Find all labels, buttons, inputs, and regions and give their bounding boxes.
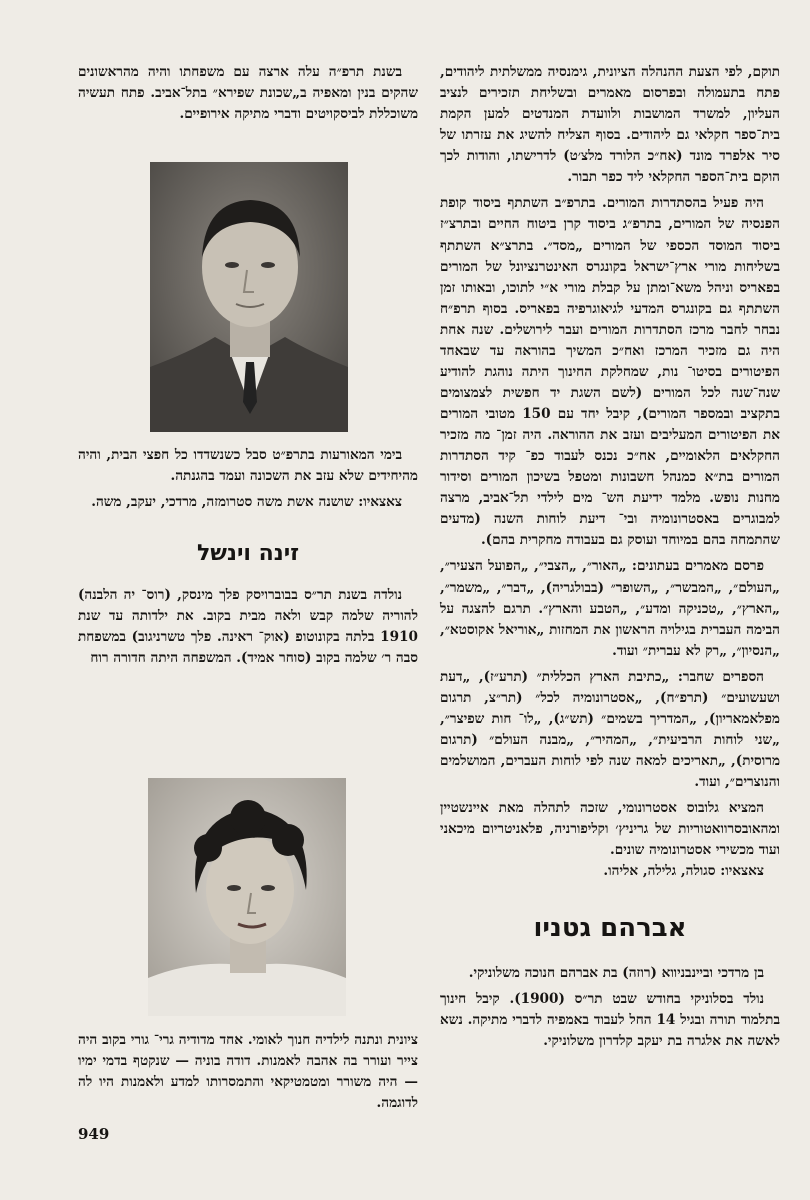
left-column-top — [78, 62, 418, 125]
left-paragraph-after-photo: בימי המאורעות בתרפ״ט סבל כשנשדדו כל חפצי הבית, והיה מהיחידים שלא עזב את השכונה ועמד בהגנתה. — [78, 447, 418, 485]
right-children-line — [440, 861, 780, 882]
portrait-woman-photo — [148, 778, 346, 1016]
bio-zina-paragraph: נולדה בשנת תר״ס בבוברויסק פלך מינסק, (רוס־ יה הלבנה) להוריה שלמה קבש ולאה מבית בקוב. את ילדותה עד שנת 1910 בלתה בקונוטופ (אוק־ ראינה. פלך טשרניגוב) במשפחת סבה ר׳ שלמה בקוב (סוחר אמיד). המשפחה היתה חדורה רוח — [78, 587, 418, 667]
section-heading-avraham-gatenyo: אברהם גטניו — [533, 913, 687, 944]
left-paragraph-top: בשנת תרפ״ה עלה ארצה עם משפחתו והיה מהראשונים שהקים בנין ומאפיה ב„שכונת שפירא״ בתל־אביב. פתח תעשיה משוכללת לביסקויטים ודברי מתיקה אירופיים. — [78, 64, 418, 123]
left-column-middle — [78, 445, 418, 670]
left-children-names: שושנה אשת משה סטרומזה, מרדכי, יעקב, משה. — [91, 494, 354, 511]
right-paragraph-5: המציא גלובוס אסטרונומי, שזכה לתהלה מאת איינשטיין ומהאובסרוואטוריות של גריניץ׳ וקליפורניה, פלאניטריום מיכאני ועוד מכשירי אסטרונומיה שונים. — [440, 800, 780, 859]
page-number: 949 — [78, 1125, 110, 1143]
left-paragraph-bottom: ציונית ונתנה לילדיה חנוך לאומי. אחד מדודיה גרי־ גורי בקוב היה צייר ועורר בה אהבה לאמנות. דודה בוניה — שנקטף בדמי ימיו — היה משורר ומטמטיקאי והתמסרותו למדע ולאמנות היו לה לדוגמה. — [78, 1032, 418, 1112]
right-paragraph-3: פרסם מאמרים בעתונים: „האור״, „הצבי״, „הפועל הצעיר״, „העולם״, „המבשר״, „השופר״ (בבולגריה), „דבר״, „משמר״, „הארץ״, „טכניקה ומדע״, „הטבע והארץ״. תרגם להצגה על הבימה העברית בגילויה הראשון את המחזות „אוריאל אקוסטא״, „הנסיון״, „רק לא עברית״ ועוד. — [440, 558, 780, 659]
left-children-line — [78, 492, 418, 513]
bio-avraham-paragraph-2: נולד בסלוניקי בחודש שבט תר״ס (1900). קיבל חינוך בתלמוד תורה ובגיל 14 החל לעבוד באמפיה לדברי מתיקה. נשא לאשה את אלגרה בת יעקב קלדרון משלוניקי. — [440, 990, 780, 1049]
right-paragraph-2: היה פעיל בהסתדרות המורים. בתרפ״ב השתתף ביסוד קופת הפנסיה של המורים, בתרפ״ג ביסוד קרן ביטוח החיים ובתרצ״ז ביסוד המוסד הכספי של המורים „מסד״. בתרצ״א השתתף בשליחות מורי ארץ־ישראל בקונגרס האינטרנציונל של המורים בפאריס וניהל משא־ומתן על קבלת מורי א״י לתוכו, ובאותו זמן השתתף גם בקונגרס המדעי לגיאוגרפיה בפאריס. בסוף תרפ״ח נבחר לחבר מרכז הסתדרות המורים ועבר לירושלים. שנה אחת היה גם מזכיר המרכז ואח״כ המשיך בהוראה עד שבאחד הפיטורים בסיטו־ נות, שמחלקת החינוך היתה נוהגת להודיע שנה־שנה לכל המורים (לשם השגת יד חפשית לצמצומים בתקציב ובמספר המורים), קיבל יחד עם 150 מטובי המורים את הפיטורים המעליבים ועזב את ההוראה. היה זמן־ מה מזכיר החקלאים הלאומיים, אח״כ נכנס לעבוד כפ־ קיד הסתדרות המורים בת״א כמנהל חשבונות ומטפל בשיכון המורים וסידור מחנות נופש. מלמד ידיעת הש־ מים לילדי תל־אביב, מרצה למבוגרים באסטרונומיה ובי־ דיעת לוחות השנה (מדעים שהתמחה בהם במיוחד ועוסק גם בעבודה מחקרית בהם). — [440, 195, 780, 549]
section-heading-zina-winshel: זינה וינשל — [196, 541, 300, 567]
bio-avraham-paragraph-1: בן מרדכי ובײנבניװא (רוזה) בת אברהם חנוכה משלוניקי. — [468, 964, 764, 981]
left-column-bottom — [78, 1030, 418, 1114]
children-label: צאצאיו: — [720, 863, 764, 880]
children-names: סגולה, גלילה, אליהו. — [603, 863, 716, 880]
portrait-man-photo — [150, 162, 348, 432]
portrait-man-image — [150, 162, 348, 432]
left-children-label: צאצאיו: — [358, 494, 402, 511]
right-paragraph-1: תוקם, לפי הצעת ההנהלה הציונית, גימנסיה ממשלתית ליהודים, פתח בתעמולה ובפרסום מאמרים ובשליחת תזכירים לנציב העליון, למשרד המושבות ולוועדת המנדטים למען הקמת בית־ספר חקלאי גם ליהודים. בסוף הצליח להשיג את עזרתו של סיר אלפרד מונד (אח״כ הלורד מלצ׳ט) לדרישתו, והודות לכך הוקם בית־הספר החקלאי ליד כפר תבור. — [440, 64, 780, 186]
right-paragraph-4: הספרים שחבר: „כתיבת הארץ הכללית״ (תרע״ז), „דעת ושעשועים״ (תרפ״ח), „אסטרונומיה לכל״ (תר״צ, תרגום מפלאמאריון), „המדריך בשמים״ (תש״ג), „לו־ חות שפיצר״, „שני לוחות הרביעית״, „המהיר״, „מבנה העולם״ (תרגום מרוסית), „תאריכים למאה שנה לפי לוחות העברים, המושלמים והנוצרים״, ועוד. — [440, 668, 780, 791]
right-column — [440, 62, 780, 1052]
portrait-woman-image — [148, 778, 346, 1016]
